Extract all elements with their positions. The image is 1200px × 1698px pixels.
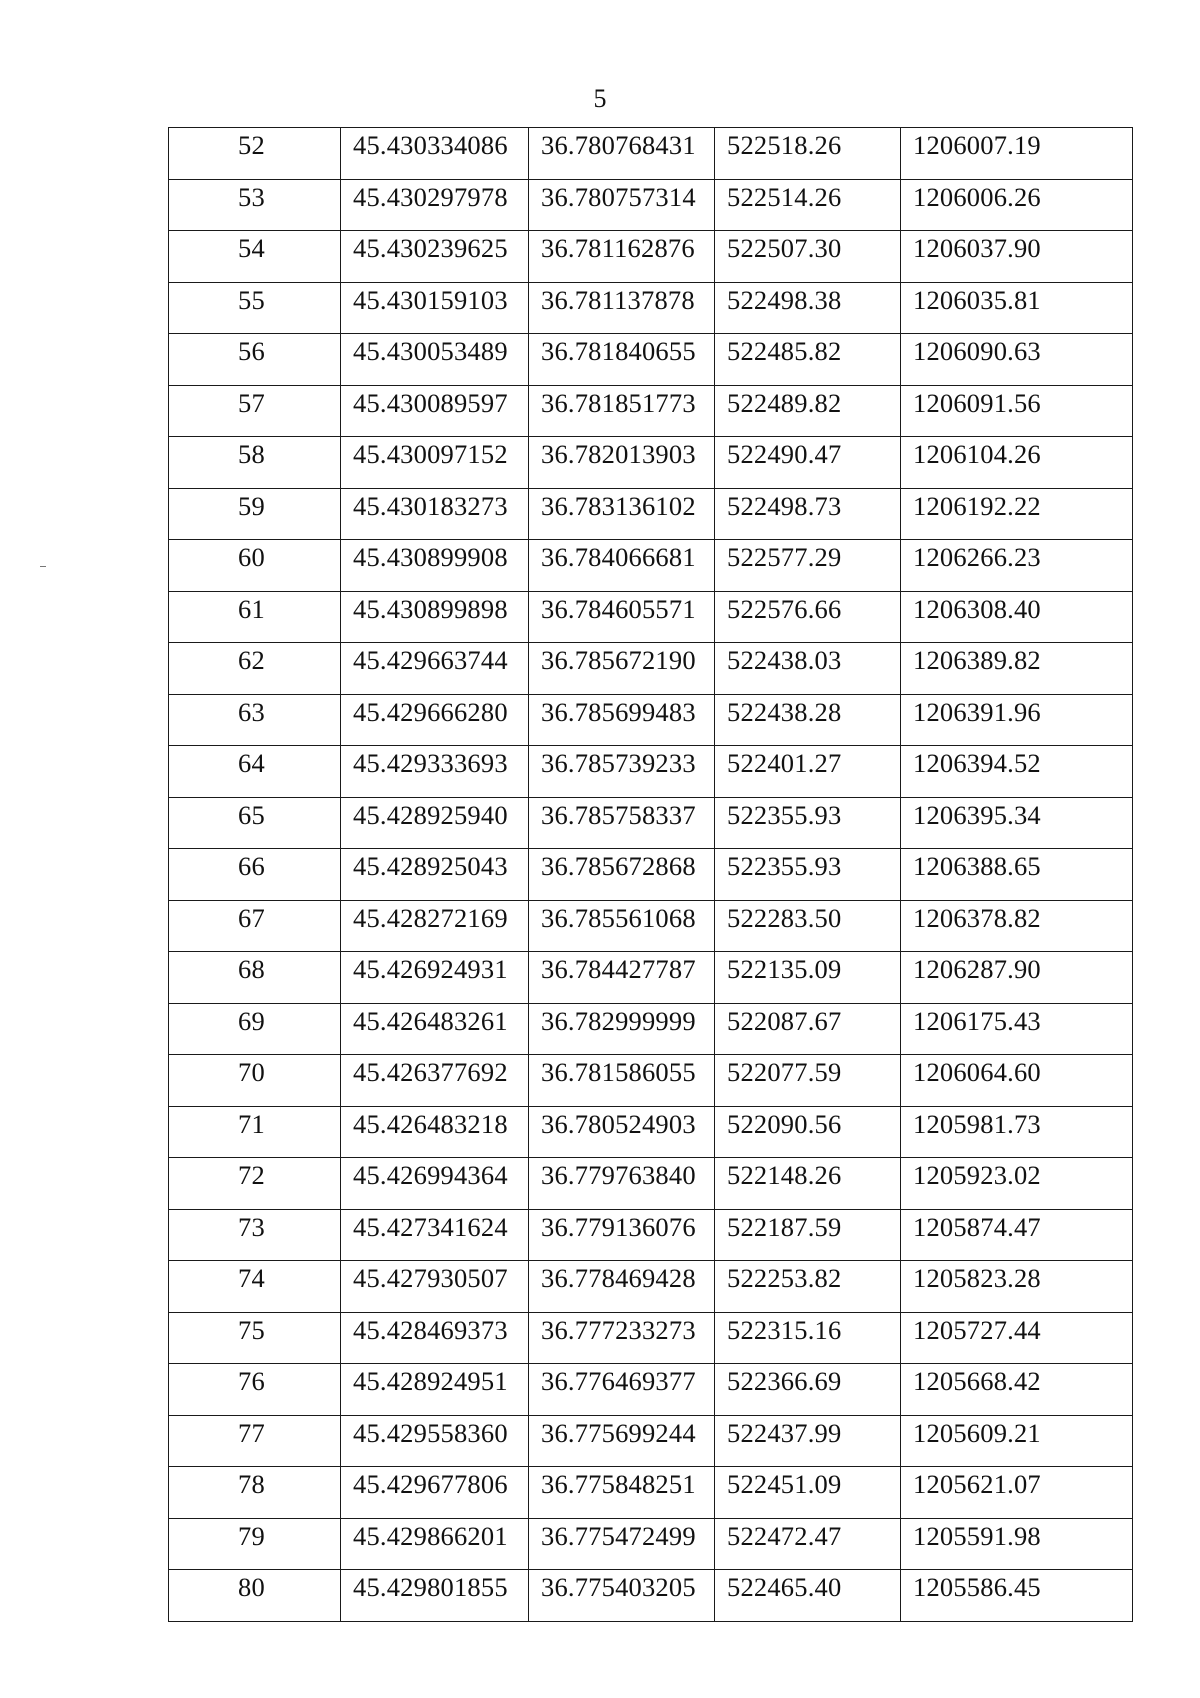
- y-coordinate-cell: 1205727.44: [901, 1312, 1133, 1364]
- point-number-cell: 72: [169, 1158, 341, 1210]
- latitude-cell: 45.426994364: [341, 1158, 529, 1210]
- y-coordinate-cell: 1205609.21: [901, 1415, 1133, 1467]
- longitude-cell: 36.775472499: [529, 1518, 715, 1570]
- x-coordinate-cell: 522148.26: [715, 1158, 901, 1210]
- latitude-cell: 45.428272169: [341, 900, 529, 952]
- latitude-cell: 45.430899898: [341, 591, 529, 643]
- table-row: [169, 334, 1133, 386]
- x-coordinate-cell: 522401.27: [715, 746, 901, 798]
- x-coordinate-cell: 522438.28: [715, 694, 901, 746]
- point-number-cell: 58: [169, 437, 341, 489]
- y-coordinate-cell: 1206266.23: [901, 540, 1133, 592]
- latitude-cell: 45.428925940: [341, 797, 529, 849]
- table-row: [169, 1570, 1133, 1622]
- table-body: [169, 128, 1133, 1622]
- table-row: [169, 952, 1133, 1004]
- x-coordinate-cell: 522355.93: [715, 849, 901, 901]
- x-coordinate-cell: 522355.93: [715, 797, 901, 849]
- point-number-cell: 60: [169, 540, 341, 592]
- table-row: [169, 179, 1133, 231]
- longitude-cell: 36.775848251: [529, 1467, 715, 1519]
- longitude-cell: 36.785672190: [529, 643, 715, 695]
- x-coordinate-cell: 522090.56: [715, 1106, 901, 1158]
- latitude-cell: 45.427930507: [341, 1261, 529, 1313]
- longitude-cell: 36.780757314: [529, 179, 715, 231]
- longitude-cell: 36.785672868: [529, 849, 715, 901]
- point-number-cell: 52: [169, 128, 341, 180]
- y-coordinate-cell: 1206388.65: [901, 849, 1133, 901]
- latitude-cell: 45.430239625: [341, 231, 529, 283]
- latitude-cell: 45.430089597: [341, 385, 529, 437]
- latitude-cell: 45.429801855: [341, 1570, 529, 1622]
- longitude-cell: 36.781840655: [529, 334, 715, 386]
- longitude-cell: 36.783136102: [529, 488, 715, 540]
- point-number-cell: 63: [169, 694, 341, 746]
- x-coordinate-cell: 522489.82: [715, 385, 901, 437]
- x-coordinate-cell: 522366.69: [715, 1364, 901, 1416]
- table-row: [169, 385, 1133, 437]
- y-coordinate-cell: 1206389.82: [901, 643, 1133, 695]
- x-coordinate-cell: 522472.47: [715, 1518, 901, 1570]
- table-row: [169, 900, 1133, 952]
- point-number-cell: 68: [169, 952, 341, 1004]
- latitude-cell: 45.429666280: [341, 694, 529, 746]
- x-coordinate-cell: 522507.30: [715, 231, 901, 283]
- x-coordinate-cell: 522253.82: [715, 1261, 901, 1313]
- longitude-cell: 36.781137878: [529, 282, 715, 334]
- x-coordinate-cell: 522485.82: [715, 334, 901, 386]
- table-row: [169, 1518, 1133, 1570]
- y-coordinate-cell: 1205668.42: [901, 1364, 1133, 1416]
- y-coordinate-cell: 1206175.43: [901, 1003, 1133, 1055]
- latitude-cell: 45.429333693: [341, 746, 529, 798]
- table-row: [169, 1106, 1133, 1158]
- latitude-cell: 45.426483261: [341, 1003, 529, 1055]
- point-number-cell: 70: [169, 1055, 341, 1107]
- latitude-cell: 45.429677806: [341, 1467, 529, 1519]
- latitude-cell: 45.430297978: [341, 179, 529, 231]
- coordinates-table: [168, 127, 1133, 1622]
- latitude-cell: 45.427341624: [341, 1209, 529, 1261]
- longitude-cell: 36.781586055: [529, 1055, 715, 1107]
- table-row: [169, 282, 1133, 334]
- point-number-cell: 71: [169, 1106, 341, 1158]
- point-number-cell: 80: [169, 1570, 341, 1622]
- latitude-cell: 45.426377692: [341, 1055, 529, 1107]
- x-coordinate-cell: 522283.50: [715, 900, 901, 952]
- y-coordinate-cell: 1206007.19: [901, 128, 1133, 180]
- latitude-cell: 45.430899908: [341, 540, 529, 592]
- x-coordinate-cell: 522315.16: [715, 1312, 901, 1364]
- x-coordinate-cell: 522490.47: [715, 437, 901, 489]
- longitude-cell: 36.784605571: [529, 591, 715, 643]
- longitude-cell: 36.780768431: [529, 128, 715, 180]
- latitude-cell: 45.429558360: [341, 1415, 529, 1467]
- latitude-cell: 45.430183273: [341, 488, 529, 540]
- latitude-cell: 45.428925043: [341, 849, 529, 901]
- longitude-cell: 36.775699244: [529, 1415, 715, 1467]
- table-row: [169, 1364, 1133, 1416]
- y-coordinate-cell: 1206287.90: [901, 952, 1133, 1004]
- latitude-cell: 45.430053489: [341, 334, 529, 386]
- table-row: [169, 540, 1133, 592]
- x-coordinate-cell: 522576.66: [715, 591, 901, 643]
- longitude-cell: 36.782013903: [529, 437, 715, 489]
- longitude-cell: 36.781851773: [529, 385, 715, 437]
- latitude-cell: 45.430097152: [341, 437, 529, 489]
- longitude-cell: 36.777233273: [529, 1312, 715, 1364]
- y-coordinate-cell: 1205874.47: [901, 1209, 1133, 1261]
- point-number-cell: 64: [169, 746, 341, 798]
- point-number-cell: 57: [169, 385, 341, 437]
- point-number-cell: 74: [169, 1261, 341, 1313]
- point-number-cell: 66: [169, 849, 341, 901]
- point-number-cell: 61: [169, 591, 341, 643]
- table-row: [169, 128, 1133, 180]
- longitude-cell: 36.780524903: [529, 1106, 715, 1158]
- point-number-cell: 77: [169, 1415, 341, 1467]
- x-coordinate-cell: 522087.67: [715, 1003, 901, 1055]
- x-coordinate-cell: 522187.59: [715, 1209, 901, 1261]
- margin-mark: [40, 566, 46, 567]
- x-coordinate-cell: 522577.29: [715, 540, 901, 592]
- y-coordinate-cell: 1205591.98: [901, 1518, 1133, 1570]
- point-number-cell: 55: [169, 282, 341, 334]
- latitude-cell: 45.429866201: [341, 1518, 529, 1570]
- point-number-cell: 73: [169, 1209, 341, 1261]
- x-coordinate-cell: 522514.26: [715, 179, 901, 231]
- y-coordinate-cell: 1206104.26: [901, 437, 1133, 489]
- y-coordinate-cell: 1206395.34: [901, 797, 1133, 849]
- x-coordinate-cell: 522437.99: [715, 1415, 901, 1467]
- y-coordinate-cell: 1206064.60: [901, 1055, 1133, 1107]
- latitude-cell: 45.430334086: [341, 128, 529, 180]
- longitude-cell: 36.785699483: [529, 694, 715, 746]
- table-row: [169, 797, 1133, 849]
- x-coordinate-cell: 522135.09: [715, 952, 901, 1004]
- longitude-cell: 36.776469377: [529, 1364, 715, 1416]
- table-row: [169, 1055, 1133, 1107]
- point-number-cell: 62: [169, 643, 341, 695]
- x-coordinate-cell: 522465.40: [715, 1570, 901, 1622]
- y-coordinate-cell: 1205586.45: [901, 1570, 1133, 1622]
- longitude-cell: 36.779136076: [529, 1209, 715, 1261]
- x-coordinate-cell: 522518.26: [715, 128, 901, 180]
- point-number-cell: 53: [169, 179, 341, 231]
- table-row: [169, 694, 1133, 746]
- longitude-cell: 36.785739233: [529, 746, 715, 798]
- y-coordinate-cell: 1206037.90: [901, 231, 1133, 283]
- x-coordinate-cell: 522498.38: [715, 282, 901, 334]
- longitude-cell: 36.784066681: [529, 540, 715, 592]
- point-number-cell: 56: [169, 334, 341, 386]
- longitude-cell: 36.782999999: [529, 1003, 715, 1055]
- table-row: [169, 591, 1133, 643]
- x-coordinate-cell: 522438.03: [715, 643, 901, 695]
- latitude-cell: 45.428469373: [341, 1312, 529, 1364]
- x-coordinate-cell: 522498.73: [715, 488, 901, 540]
- point-number-cell: 67: [169, 900, 341, 952]
- point-number-cell: 59: [169, 488, 341, 540]
- y-coordinate-cell: 1205923.02: [901, 1158, 1133, 1210]
- y-coordinate-cell: 1206394.52: [901, 746, 1133, 798]
- latitude-cell: 45.426924931: [341, 952, 529, 1004]
- point-number-cell: 79: [169, 1518, 341, 1570]
- table-row: [169, 1003, 1133, 1055]
- table-row: [169, 849, 1133, 901]
- table-row: [169, 231, 1133, 283]
- latitude-cell: 45.426483218: [341, 1106, 529, 1158]
- y-coordinate-cell: 1206035.81: [901, 282, 1133, 334]
- latitude-cell: 45.429663744: [341, 643, 529, 695]
- y-coordinate-cell: 1206192.22: [901, 488, 1133, 540]
- latitude-cell: 45.430159103: [341, 282, 529, 334]
- y-coordinate-cell: 1205621.07: [901, 1467, 1133, 1519]
- y-coordinate-cell: 1206308.40: [901, 591, 1133, 643]
- latitude-cell: 45.428924951: [341, 1364, 529, 1416]
- page-number: 5: [593, 84, 607, 113]
- table-row: [169, 1209, 1133, 1261]
- table-row: [169, 1158, 1133, 1210]
- longitude-cell: 36.785561068: [529, 900, 715, 952]
- y-coordinate-cell: 1206006.26: [901, 179, 1133, 231]
- longitude-cell: 36.784427787: [529, 952, 715, 1004]
- longitude-cell: 36.781162876: [529, 231, 715, 283]
- longitude-cell: 36.775403205: [529, 1570, 715, 1622]
- table-row: [169, 746, 1133, 798]
- x-coordinate-cell: 522451.09: [715, 1467, 901, 1519]
- y-coordinate-cell: 1206091.56: [901, 385, 1133, 437]
- table-row: [169, 1261, 1133, 1313]
- y-coordinate-cell: 1206378.82: [901, 900, 1133, 952]
- x-coordinate-cell: 522077.59: [715, 1055, 901, 1107]
- table-row: [169, 1467, 1133, 1519]
- table-row: [169, 1312, 1133, 1364]
- y-coordinate-cell: 1205823.28: [901, 1261, 1133, 1313]
- longitude-cell: 36.778469428: [529, 1261, 715, 1313]
- longitude-cell: 36.785758337: [529, 797, 715, 849]
- table-row: [169, 643, 1133, 695]
- table-row: [169, 437, 1133, 489]
- point-number-cell: 75: [169, 1312, 341, 1364]
- y-coordinate-cell: 1206391.96: [901, 694, 1133, 746]
- point-number-cell: 78: [169, 1467, 341, 1519]
- y-coordinate-cell: 1206090.63: [901, 334, 1133, 386]
- point-number-cell: 76: [169, 1364, 341, 1416]
- y-coordinate-cell: 1205981.73: [901, 1106, 1133, 1158]
- longitude-cell: 36.779763840: [529, 1158, 715, 1210]
- point-number-cell: 54: [169, 231, 341, 283]
- point-number-cell: 69: [169, 1003, 341, 1055]
- table-row: [169, 1415, 1133, 1467]
- point-number-cell: 65: [169, 797, 341, 849]
- table-row: [169, 488, 1133, 540]
